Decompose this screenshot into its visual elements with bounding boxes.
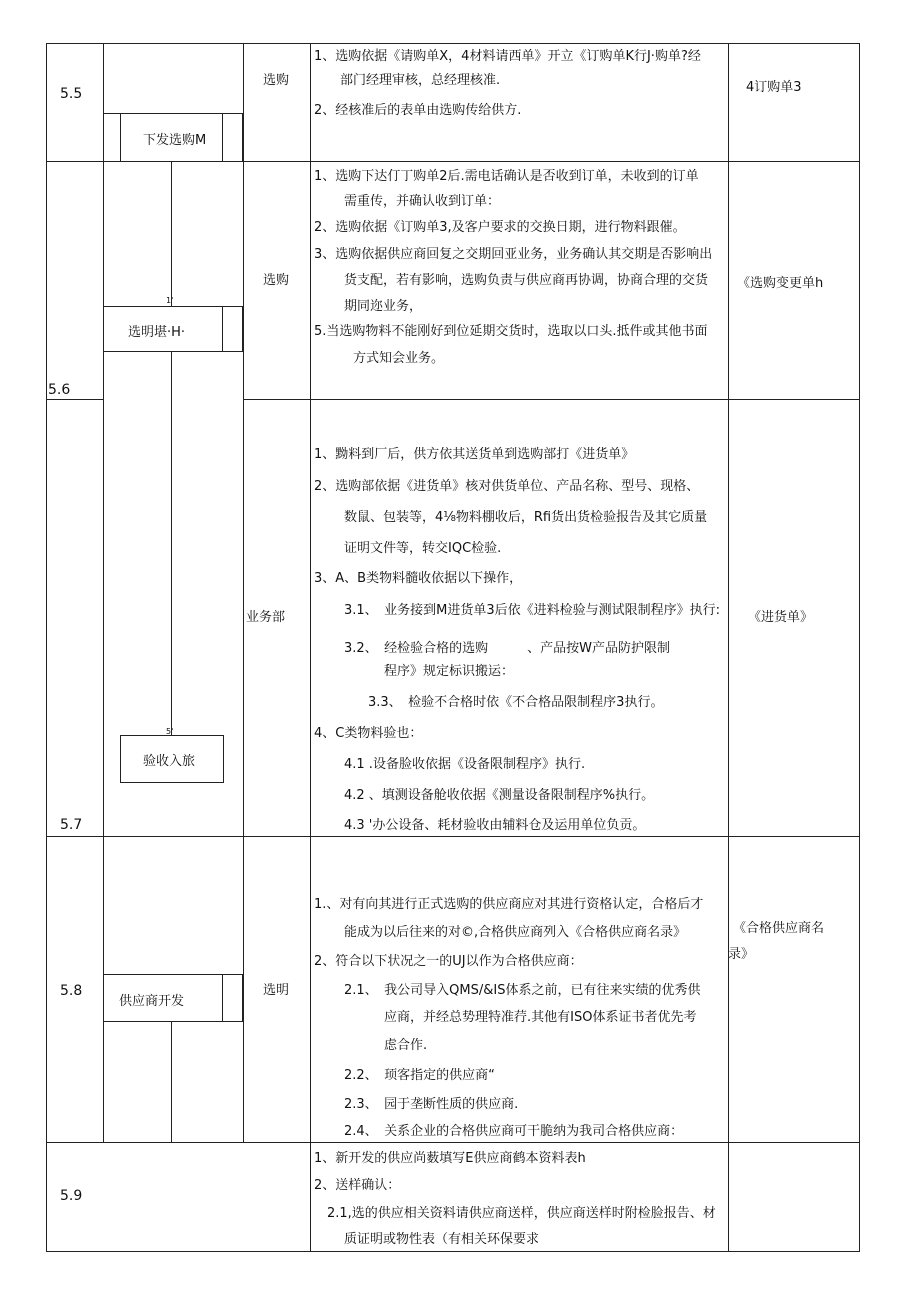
content-line: 2.3、 园于垄断性质的供应商. xyxy=(344,1097,519,1112)
flow-box-divider xyxy=(120,114,121,161)
content-line: 部门经理审核，总经理核准. xyxy=(340,73,501,88)
content-line: 4、C类物料验也： xyxy=(314,726,423,741)
content-line: 4.2 、填测设备舱收依据《测量设备限制程序%执行。 xyxy=(344,788,655,803)
flow-tick: 1' xyxy=(166,296,174,305)
content-line: 1、选购下达仃丁购单2后.需电话确认是否收到订单，未收到的订单 xyxy=(314,169,699,184)
row-line xyxy=(46,836,860,837)
flow-connector xyxy=(171,352,172,735)
row-number-5-8: 5.8 xyxy=(60,983,83,999)
row-number-5-6: 5.6 xyxy=(48,382,71,398)
content-line: 1、选购依据《请购单X，4材料请西单》开立《订购单K行J·购单?经 xyxy=(314,49,701,64)
content-line: 2.1、 我公司导入QMS/&IS体系之前，已有往来实绩的优秀供 xyxy=(344,983,701,998)
content-line: 2.1,选的供应相关资料请供应商送样，供应商送样时附检脸报告、材 xyxy=(327,1206,716,1221)
content-line: 2.2、 顼客指定的供应商“ xyxy=(344,1068,495,1083)
record-label: 《合格供应商名 xyxy=(733,921,825,936)
col-line xyxy=(46,43,47,1251)
row-number-5-7: 5.7 xyxy=(60,817,83,833)
flow-box-label: 验收入旅 xyxy=(143,754,196,769)
row-line-partial xyxy=(46,399,103,400)
record-label: 录》 xyxy=(728,947,755,962)
flow-tick: 5' xyxy=(166,727,174,736)
content-line: 质证明或物性表（有相关环保要求 xyxy=(344,1232,540,1247)
content-line: 2、选购部依据《进货单》核对供货单位、产品名称、型号、现格、 xyxy=(314,479,700,494)
record-label: 《选购变更单h xyxy=(737,276,824,291)
content-line: 证明文件等，转交IQC检验. xyxy=(344,541,502,556)
dept-label: 选购 xyxy=(263,273,290,288)
content-line: 5.当选购物料不能刚好到位延期交货时，选取以口头.抵件或其他书面 xyxy=(314,324,708,339)
content-line: 数鼠、包装等，4⅛物料棚收后，Rfi货出货检验报告及其它质量 xyxy=(344,510,708,525)
dept-label: 业务部 xyxy=(246,610,286,625)
content-line: 能成为以后往来的对©,合格供应商列入《合格供应商名录》 xyxy=(344,925,687,940)
content-line: 程序》规定标识搬运： xyxy=(384,664,515,679)
row-line xyxy=(46,43,860,44)
content-line: 2、选购依据《订购单3,及客户要求的交换日期，进行物料跟催。 xyxy=(314,220,686,235)
content-line: 应商，并经总势理特准荇.其他有ISO体系证书者优先考 xyxy=(384,1010,697,1025)
flow-box-divider xyxy=(222,114,223,161)
content-line: 3.1、 业务接到M进货单3后依《进料检验与测试限制程序》执行: xyxy=(344,603,721,618)
record-label: 《进货单》 xyxy=(748,610,814,625)
row-line xyxy=(46,1251,860,1252)
row-number-5-9: 5.9 xyxy=(60,1188,83,1204)
content-line: 1、黝料到厂后，供方依其送货单到选购部打《进货单》 xyxy=(314,447,635,462)
col-line xyxy=(243,43,244,1142)
content-line: 虑合作. xyxy=(384,1038,428,1053)
flow-connector xyxy=(171,1021,172,1142)
col-line xyxy=(859,43,860,1251)
content-line: 2.4、 关系企业的合格供应商可干脆纳为我司合格供应商： xyxy=(344,1124,684,1139)
content-line: 4.3 '办公设备、耗材验收由辅料仓及运用单位负贡。 xyxy=(344,818,646,833)
content-line: 1.、对有向其进行正式选购的供应商应对其进行资格认定，合格后才 xyxy=(314,897,704,912)
col-line xyxy=(310,43,311,1251)
col-line xyxy=(728,43,729,1251)
flow-box-label: 供应商开发 xyxy=(119,994,185,1009)
row-line-partial xyxy=(243,399,860,400)
content-line: 2、送样确认： xyxy=(314,1178,401,1193)
content-line: 需重传，并确认收到订单： xyxy=(344,194,501,209)
dept-label: 选购 xyxy=(263,73,290,88)
flow-connector xyxy=(171,161,172,306)
flow-box-label: 下发选购M xyxy=(143,133,207,148)
row-number-5-5: 5.5 xyxy=(60,86,83,102)
flow-box-divider xyxy=(222,975,223,1021)
content-line: 4.1 .设备脸收依据《设备限制程序》执行. xyxy=(344,757,586,772)
content-line: 方式知会业务。 xyxy=(353,351,445,366)
content-line: 1、新开发的供应尚薮填写E供应商鹤本资料表h xyxy=(314,1151,586,1166)
content-line: 2、符合以下状况之一的UJ以作为合格供应商： xyxy=(314,954,583,969)
dept-label: 选明 xyxy=(263,983,290,998)
row-line xyxy=(46,1142,860,1143)
flow-box-divider xyxy=(222,307,223,351)
record-label: 4订购单3 xyxy=(746,80,802,95)
content-line: 3.3、 检验不合格时依《不合格品限制程序3执行。 xyxy=(368,695,664,710)
content-line: 3.2、 经检验合格的选购 、产品按W产品防护限制 xyxy=(344,641,671,656)
content-line: 3、A、B类物料髓收依据以下操作， xyxy=(314,571,523,586)
content-line: 3、选购依据供应商回复之交期回亚业务，业务确认其交期是否影响出 xyxy=(314,247,713,262)
flow-box-label: 选明堪·H· xyxy=(128,325,186,340)
content-line: 货支配，若有影响，选购负责与供应商再协调，协商合理的交货 xyxy=(344,273,709,288)
content-line: 期同迩业务， xyxy=(344,299,423,314)
content-line: 2、经核准后的表单由选购传给供方. xyxy=(314,103,522,118)
